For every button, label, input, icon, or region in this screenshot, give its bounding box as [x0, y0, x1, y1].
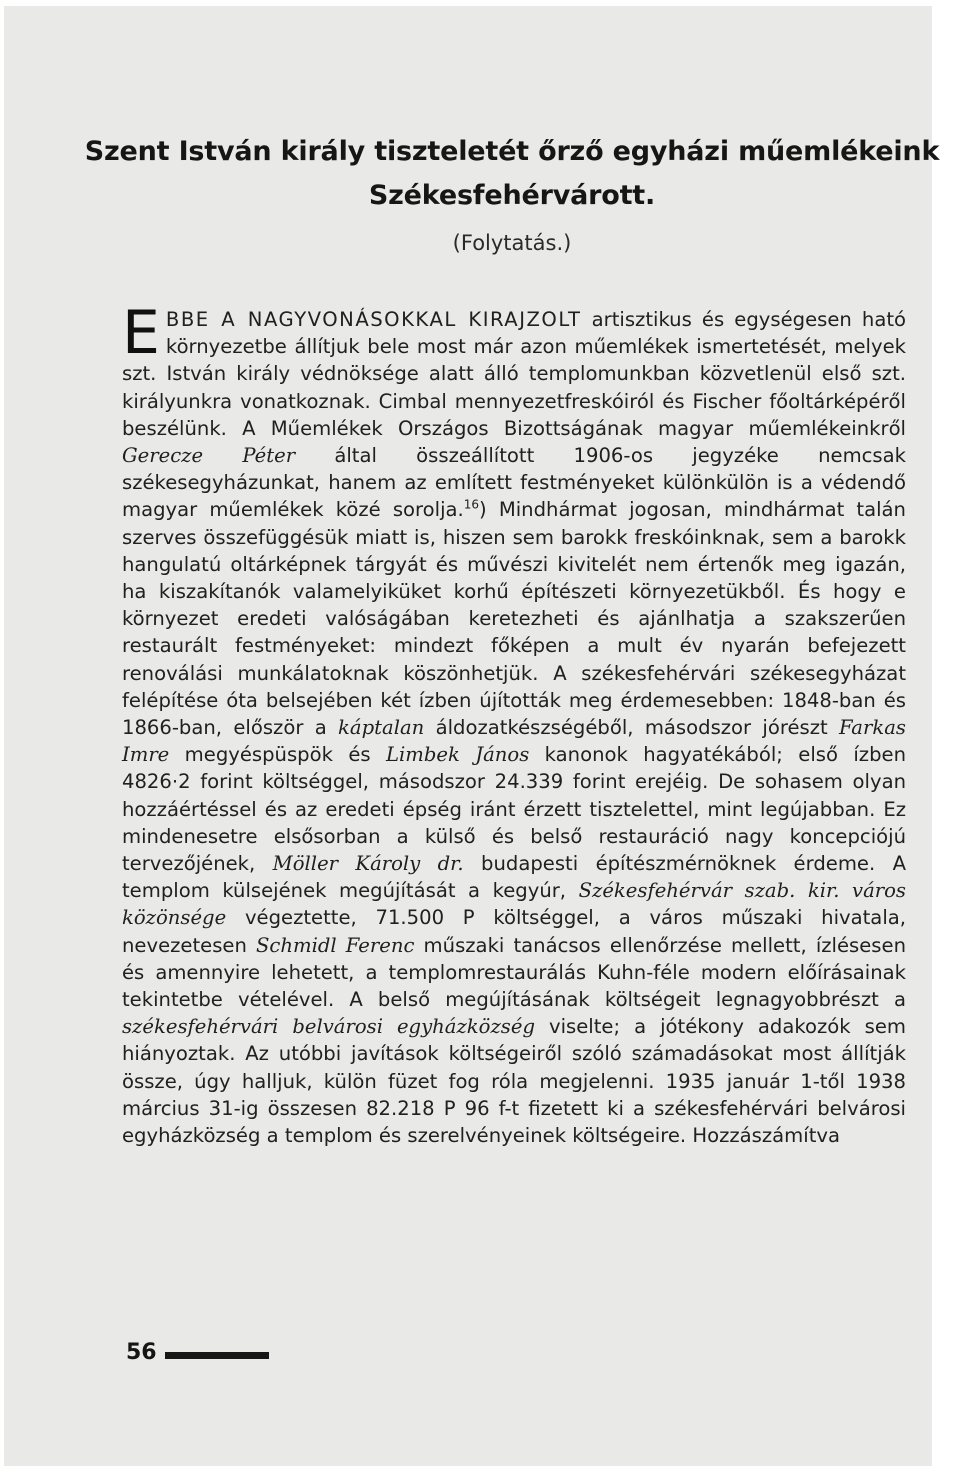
text-run: által összeállított 1906-os jegyzéke nemcsak székesegyházunkat, hanem az említett festményeket különkülön is a védendő magyar műemlékek közé sorolja.	[122, 444, 906, 522]
title-line-2: Székesfehérvárott.	[368, 180, 656, 211]
continued-note: (Folytatás.)	[452, 231, 572, 255]
paragraph	[122, 298, 906, 1149]
text-run: kanonok hagyatékából; első ízben 4826·2 forint költséggel, másodszor 24.339 forint erejéig. De sohasem olyan hozzáértéssel és az eredeti épség iránt érzett tisztelettel, mint legújabban. Ez mindenesetre elsősorban a külső és belső restauráció nagy koncepciójú tervezőjének,	[122, 743, 906, 876]
text-run: végeztette, 71.500 P költséggel, a város műszaki hivatala, nevezetesen	[122, 906, 906, 957]
italic-name: káptalan	[338, 716, 425, 740]
text-run: műszaki tanácsos ellenőrzése mellett, ízlésesen és amennyire lehetett, a templomrestaurálás Kuhn-féle modern előírásainak tekintetbe vételével. A belső megújításának költségeit legnagyobbrészt a	[122, 933, 906, 1012]
page-footer	[126, 1340, 269, 1365]
text-run: viselte; a jótékony adakozók sem hiányoztak. Az utóbbi javítások költségeiről szóló számadásokat most állítják össze, úgy halljuk, külön füzet fog róla megjelenni. 1935 január 1-től 1938 március 31-ig összesen 82.218 P 96 f-t fizetett ki a székesfehérvári belvárosi egyházközség a templom és szerelvényeinek költségeire. Hozzászámítva	[122, 1015, 906, 1148]
intro-small-caps: BBE A NAGYVONÁSOKKAL KIRAJZOLT	[165, 308, 582, 331]
text-run: artisztikus és egységesen ható környezetbe állítjuk bele most már azon műemlékek ismertetését, melyek szt. István király védnöksége alatt álló templomunkban közvetlenül első szt. királyunkra vonatkoznak. Cimbal mennyezetfreskóiról és Fischer főoltárképéről beszélünk. A Műemlékek Országos Bizottságának magyar műemlékeinkről	[122, 308, 906, 440]
italic-name: Farkas Imre	[122, 716, 906, 767]
text-run: áldozatkészségéből, másodszor jórészt	[424, 716, 840, 740]
italic-name: Gerecze Péter	[122, 444, 296, 468]
text-run: budapesti építészmérnöknek érdeme. A templom külsejének megújítását a kegyúr,	[122, 852, 906, 903]
footnote-ref: 16	[463, 497, 480, 512]
page-number: 56	[126, 1340, 157, 1365]
italic-name: Limbek János	[386, 743, 530, 767]
footer-rule	[165, 1352, 269, 1359]
article-title	[4, 134, 960, 214]
italic-name: székesfehérvári belvárosi egyházközség	[122, 1015, 535, 1039]
drop-cap: E	[122, 298, 160, 368]
italic-name: Schmidl Ferenc	[256, 933, 415, 957]
text-run: ) Mindhármat jogosan, mindhármat talán szerves összefüggésük miatt is, hiszen sem barokk freskóinknak, sem a barokk hangulatú oltárképnek tárgyát és művészi kivitelét nem értenők meg igazán, ha kiszakítanók valamelyiküket korhű építészeti környezetükből. És hogy e környezet eredeti valóságában keretezheti és ajánlhatja a szakszerűen restaurált festményeket: mindezt főképen a mult év nyarán befejezett renoválási munkálatoknak köszönhetjük. A székesfehérvári székesegyházat felépítése óta belsejében két ízben újították meg érdemesebben: 1848-ban és 1866-ban, először a	[122, 498, 906, 740]
title-block	[4, 134, 960, 258]
text-run: megyéspüspök és	[169, 743, 386, 767]
title-line-1: Szent István király tiszteletét őrző egyházi műemlékeink	[84, 136, 940, 167]
italic-name: Székesfehérvár szab. kir. város közönsége	[122, 879, 906, 930]
document-page	[4, 6, 940, 1466]
italic-name: Möller Károly dr.	[272, 852, 464, 876]
body-text	[122, 298, 906, 1149]
